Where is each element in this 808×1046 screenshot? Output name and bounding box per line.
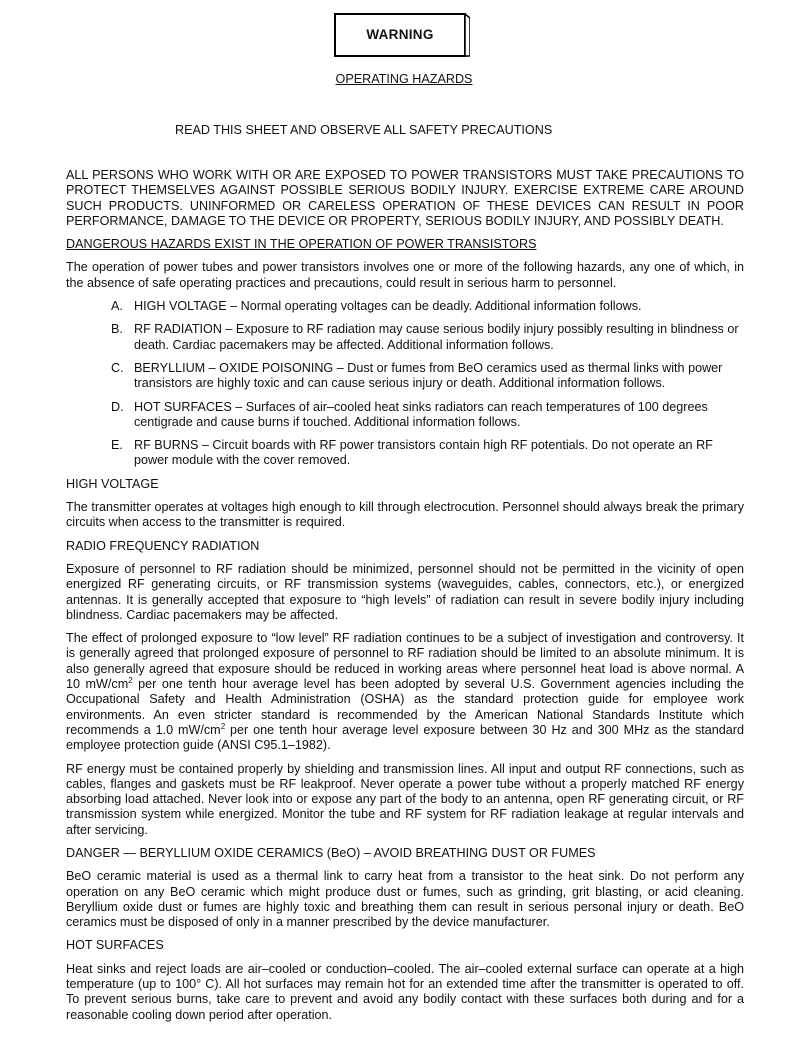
dangerous-hazards-heading: DANGEROUS HAZARDS EXIST IN THE OPERATION OF POWER TRANSISTORS [66, 237, 537, 252]
rf-radiation-heading: RADIO FREQUENCY RADIATION [66, 538, 260, 553]
hazard-list [66, 299, 744, 469]
high-voltage-paragraph: The transmitter operates at voltages high enough to kill through electrocution. Personnel should always break the primary circuits when access to the transmitter is required. [66, 500, 744, 530]
list-item-letter: D. [111, 399, 124, 414]
list-item [66, 322, 744, 353]
page-subtitle: READ THIS SHEET AND OBSERVE ALL SAFETY PRECAUTIONS [175, 123, 553, 137]
list-item-letter: E. [111, 438, 123, 453]
rf-text-part-c: per one tenth hour average level exposure between 30 Hz and 300 MHz as the standard employee protection guide (ANSI C95.1–1982). [66, 722, 744, 753]
rf-radiation-paragraph-1: Exposure of personnel to RF radiation should be minimized, personnel should not be permitted in the vicinity of open energized RF generating circuits, or RF transmission systems (waveguides, cables, connectors, etc.), or energized antennas. It is generally accepted that exposure to “high levels” of radiation can result in severe bodily injury including blindness. Cardiac pacemakers may be affected. [66, 561, 744, 622]
list-item-letter: A. [111, 299, 123, 314]
page-title: OPERATING HAZARDS [335, 72, 473, 86]
superscript-2: 2 [220, 721, 226, 731]
rf-radiation-paragraph-3: RF energy must be contained properly by shielding and transmission lines. All input and output RF connections, such as cables, flanges and gaskets must be RF leakproof. Never operate a power tube without a properly matched RF energy absorbing load attached. Never look into or expose any part of the body to an antenna, open RF generating circuit, or RF transmission system while energized. Monitor the tube and RF system for RF radiation leakage at regular intervals and after servicing. [66, 761, 744, 837]
document-body [66, 168, 744, 1031]
hot-surfaces-paragraph: Heat sinks and reject loads are air–cooled or conduction–cooled. The air–cooled external surface can operate at a high temperature (up to 100° C). All hot surfaces may remain hot for an extended time after the transmitter is operated to off. To prevent serious burns, take care to prevent and avoid any bodily contact with these surfaces both during and for a reasonable cooling down period after operation. [66, 961, 744, 1022]
rf-text-part-b: per one tenth hour average level has been adopted by several U.S. Government agencies including the Occupational Safety and Health Administration (OSHA) as the standard protection guide for employee work environments. An even stricter standard is recommended by the American National Standards Institute which recommends a 1.0 mW/cm [66, 677, 744, 737]
rf-radiation-paragraph-2 [66, 631, 744, 753]
superscript-2: 2 [128, 676, 133, 686]
high-voltage-heading: HIGH VOLTAGE [66, 476, 159, 491]
list-item-letter: C. [111, 360, 124, 375]
list-item [66, 299, 744, 314]
list-item [66, 361, 744, 392]
list-item [66, 438, 744, 469]
warning-box [334, 13, 470, 57]
intro-paragraph: ALL PERSONS WHO WORK WITH OR ARE EXPOSED TO POWER TRANSISTORS MUST TAKE PRECAUTIONS TO PROTECT THEMSELVES AGAINST POSSIBLE SERIOUS BODILY INJURY. EXERCISE EXTREME CARE AROUND SUCH PRODUCTS. UNINFORMED OR CARELESS OPERATION OF THESE DEVICES CAN RESULT IN POOR PERFORMANCE, DAMAGE TO THE DEVICE OR PROPERTY, SERIOUS BODILY INJURY, AND POSSIBLY DEATH. [66, 168, 744, 228]
list-item-letter: B. [111, 322, 123, 337]
list-item-text: HOT SURFACES – Surfaces of air–cooled heat sinks radiators can reach temperatures of 100 degrees centigrade and cause burns if touched. Additional information follows. [134, 399, 708, 429]
hazards-intro-paragraph: The operation of power tubes and power transistors involves one or more of the following hazards, any one of which, in the absence of safe operating practices and precautions, could result in serious harm to personnel. [66, 260, 744, 290]
hot-surfaces-heading: HOT SURFACES [66, 938, 164, 953]
beryllium-paragraph: BeO ceramic material is used as a thermal link to carry heat from a transistor to the heat sink. Do not perform any operation on any BeO ceramic which might produce dust or fumes, such as grinding, grit blasting, or acid cleaning. Beryllium oxide dust or fumes are highly toxic and breathing them can result in serious personal injury or death. BeO ceramics must be disposed of only in a manner prescribed by the device manufacturer. [66, 869, 744, 930]
list-item-text: BERYLLIUM – OXIDE POISONING – Dust or fumes from BeO ceramics used as thermal links with power transistors are highly toxic and can cause serious injury or death. Additional information follows. [134, 360, 723, 391]
beryllium-heading: DANGER — BERYLLIUM OXIDE CERAMICS (BeO) – AVOID BREATHING DUST OR FUMES [66, 845, 596, 860]
list-item [66, 400, 744, 431]
rf-text-part-a: The effect of prolonged exposure to “low level” RF radiation continues to be a subject of investigation and controversy. It is generally agreed that prolonged exposure of personnel to RF radiation should be limited to an absolute minimum. It is also generally agreed that exposure should be reduced in working areas where personnel heat load is above normal. A 10 mW/cm [66, 631, 744, 692]
warning-label: WARNING [366, 27, 434, 42]
list-item-text: RF RADIATION – Exposure to RF radiation may cause serious bodily injury possibly resulting in blindness or death. Cardiac pacemakers may be affected. Additional information follows. [134, 322, 739, 352]
list-item-text: HIGH VOLTAGE – Normal operating voltages can be deadly. Additional information follows. [134, 299, 642, 314]
list-item-text: RF BURNS – Circuit boards with RF power transistors contain high RF potentials. Do not operate an RF power module with the cover removed. [134, 438, 713, 468]
